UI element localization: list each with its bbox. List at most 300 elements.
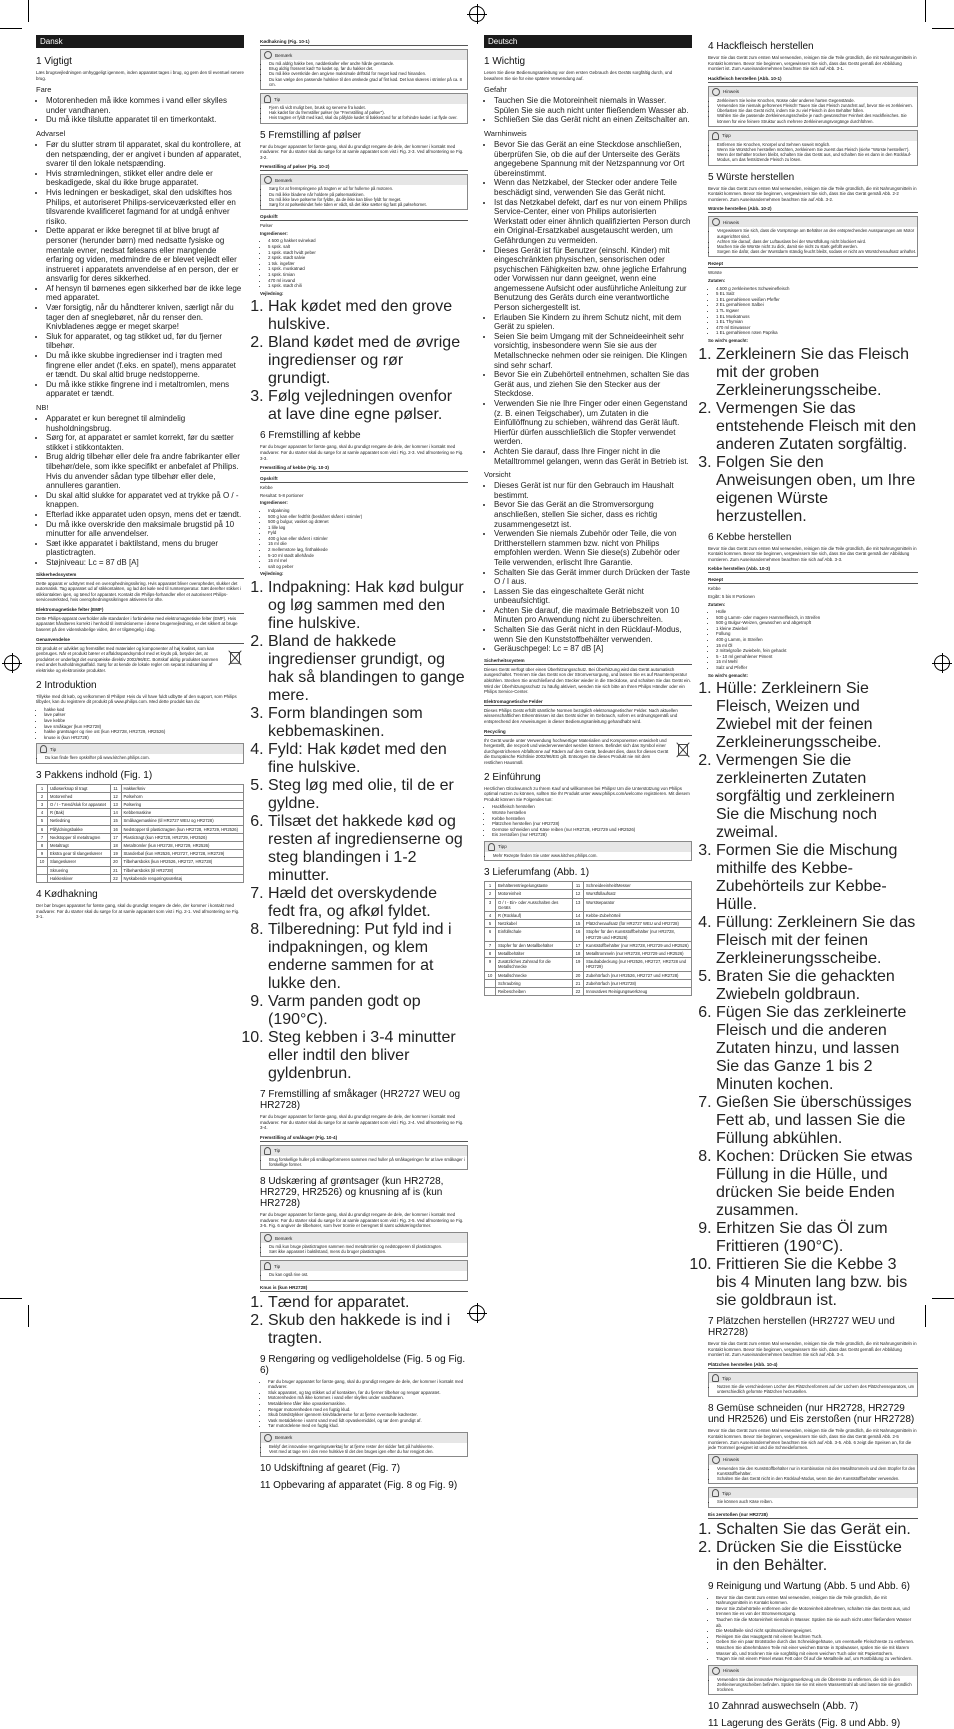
list-item: • Verwenden Sie den Kunststoffbehälter nur in Kombination mit den Metalltrommeln und dem Stopfer für den Kunststoffbehälter. — [717, 1466, 917, 1476]
list-item: • 1 EL Muskatnuss — [716, 314, 918, 320]
danger-list — [484, 96, 692, 125]
part-number: 10 — [37, 858, 48, 866]
part-number: 9 — [37, 850, 48, 858]
note-label: Hinweis — [723, 1457, 740, 1463]
paragraph: Bevor Sie das Gerät zum ersten Mal verwenden, reinigen Sie die Teile gründlich, die mit Nahrungsmitteln in Kontakt kommen. Bevor Sie beginnen, vergewissern Sie sich, dass Sie das Gerät gemäß Abb. 2-2 montieren. Zum Auseinandernehmen beachten Sie auf Abb. 3-2. — [708, 185, 917, 202]
instructions-list — [708, 346, 918, 526]
part-number: 17 — [110, 833, 121, 841]
instructions-list — [260, 298, 468, 424]
note-box — [708, 1665, 918, 1696]
list-item: • Dette apparat er ikke beregnet til at blive brugt af personer (herunder børn) med nedsatte fysiske og mentale evner, nedsat følesans eller manglende erfaring og viden, medmindre de er blevet vejledt eller instrueret i apparatets anvendelse af en person, der er ansvarlig for deres sikkerhed. — [46, 226, 244, 284]
list-item: 5. Steg løg med olie, til de er gyldne. — [268, 777, 468, 813]
list-item: 2. Bland de hakkede ingredienser grundigt, og hak så blandingen to gange mere. — [268, 633, 468, 705]
list-item: • 500 g Lamm- oder magere Hammelfleisch, in Streifen — [716, 615, 918, 621]
list-item: • 2 mellemstore løg, finthakkede — [268, 547, 468, 553]
list-item: 8. Kochen: Drücken Sie etwas Füllung in die Hülle, und drücken Sie beide Enden zusammen. — [716, 1148, 918, 1220]
list-item: • 5 spsk. salt — [268, 244, 468, 250]
part-name: Motoreinheit — [496, 890, 573, 898]
list-item: • Bevor Sie das Gerät an eine Steckdose anschließen, überprüfen Sie, ob die auf der Unterseite des Geräts angegebene Spannung mit der Netzspannung vor Ort übereinstimmt. — [494, 140, 692, 178]
list-item: • 1 EL gemahlenen weißen Pfeffer — [716, 297, 918, 303]
list-item: • Sørg for at pølseskindet hele tiden er vådt, så det ikke sætter sig fast på pølsehornet. — [269, 202, 467, 207]
list-item: • Sørg for, at apparatet er samlet korrekt, før du sætter stikket i stikkontakten. — [46, 433, 244, 452]
part-name: Kebbemaskine — [121, 809, 243, 817]
part-name: Tilbehørsboks (til HR2728) — [121, 866, 243, 874]
list-item: • Wählen Sie die passende Zerkleinerungsscheibe je nach gewünschter Feinheit des Hackfleisches. Sie können für eine feinere Struktur auch mehrere Zerkleinerungsvorgänge durchführen. — [717, 113, 917, 123]
list-item: • Du må ikke lave pølserne for fyldte, da de ikke kan blive fyldt for meget. — [269, 197, 467, 202]
warning-list — [36, 140, 244, 399]
part-number: 13 — [573, 898, 584, 911]
table-row — [37, 842, 244, 850]
tip-label: Tip — [274, 96, 281, 102]
subsection-title: Recycling — [484, 729, 692, 736]
feature-list — [36, 707, 244, 741]
list-item: • Du kan vælge den passende hulskive til den ønskede grad af fint kød. Det kan skæres i strimler på ca. 8 cm. — [269, 77, 467, 87]
list-item: • Bevor Sie das Gerät zum ersten Mal verwenden, reinigen Sie die Teile gründlich, die mit Nahrungsmitteln in Kontakt kommen. — [716, 1595, 918, 1606]
part-name: Schraubring — [496, 979, 573, 987]
servings: Ergibt: 5 bis 8 Portionen — [708, 593, 755, 599]
part-name: Småkagemaskine (til HR2727 WEU og HR2728) — [121, 817, 243, 825]
section-title: 1 Wichtig — [484, 56, 526, 67]
instructions-list — [708, 1521, 918, 1575]
part-number: 3 — [37, 800, 48, 808]
section-title: 7 Fremstilling af småkager (HR2727 WEU og HR2728) — [260, 1089, 461, 1112]
caution-list — [36, 414, 244, 568]
part-number: 19 — [110, 850, 121, 858]
note-box — [260, 1432, 468, 1457]
part-name: Tilbehørsboks (kun HR2526, HR2727, HR2728) — [121, 858, 243, 866]
list-item: • Du må ikke stikke fingrene ind i metaltromlen, mens apparatet er tændt. — [46, 380, 244, 399]
tip-label: Tip — [274, 1148, 281, 1154]
section-title: 3 Pakkens indhold (Fig. 1) — [36, 769, 153, 781]
instructions-list — [260, 1294, 468, 1348]
part-name: Schneideeinheit/Messer — [584, 882, 692, 890]
subsection-title: Elektromagnetische Felder — [484, 699, 692, 706]
table-row — [485, 911, 692, 919]
list-item: • 1 spsk. muskatnød — [268, 266, 468, 272]
part-name: Nedstopper til metaltragten — [48, 833, 111, 841]
list-item: • 400 g Lamm, in Streifen — [716, 637, 918, 643]
list-item: • 1 TL Ingwer — [716, 308, 918, 314]
list-item: • Metaldelene tåler ikke opvaskemaskine. — [268, 1401, 468, 1407]
part-name: Netledning — [48, 817, 111, 825]
part-name: Metalltrommeln (nur HR2728, HR2729 und HR2526) — [584, 949, 692, 957]
note-label: Hinweis — [723, 219, 740, 225]
list-item: 3. Formen Sie die Mischung mithilfe des Kebbe-Zubehörteils zur Kebbe-Hülle. — [716, 842, 918, 914]
part-name: Zubehörfach (nur HR2728) — [584, 979, 692, 987]
dansk-column-1 — [36, 35, 244, 1297]
list-item: • lave småkager (kun HR2728) — [44, 724, 244, 730]
part-number: 8 — [485, 949, 496, 957]
figure-heading: Hackfleisch herstellen (Abb. 10-1) — [708, 76, 918, 83]
paragraph: Dette apparat er udstyret med en overophedningssikring. Hvis apparatet bliver overophedet, slukker det automatisk. Tag apparatet ud af stikkontakten, og lad det køle ned til rumtemperatur. Sæt derefter stikket i stikkontakten igen, og tænd for apparatet. Kontakt din Philips-forhandler eller et autoriseret Philips-serviceværksted, hvis overophedningssikringen aktiveres for ofte. — [36, 580, 241, 603]
registration-mark — [934, 655, 950, 671]
part-number: 21 — [110, 866, 121, 874]
list-item: • Brug aldrig frossent kød! Tø kødet op, før du hakker det. — [269, 66, 467, 71]
table-row — [485, 949, 692, 957]
part-number: 6 — [485, 928, 496, 941]
list-item: • 500 g Bulgur-Weizen, gewaschen und abgetropft — [716, 620, 918, 626]
list-item: • Motorenheden må ikke kommes i vand eller skylles under vandhanen. — [46, 96, 244, 115]
list-item: • Waschen Sie abnehmbaren Teile mit einer weichen Bürste in Spülwasser, spülen Sie sie mit klarem Wasser ab, und trocknen Sie sie sorgfältig mit einem weichen Tuch oder mit Papiertüchern. — [716, 1645, 918, 1656]
list-item: • 1 EL gemahlenen roten Paprika — [716, 330, 918, 336]
tip-label: Tip — [50, 746, 57, 752]
table-row — [37, 850, 244, 858]
table-row — [37, 809, 244, 817]
list-item: • Tør motordelene med en fugtig klud. — [268, 1423, 468, 1429]
list-item: • Mehr Rezepte finden Sie unter www.kitchen.philips.com. — [493, 853, 691, 858]
list-item: • hakke grøntsager og rive ost (kun HR2728, HR2729, HR2526) — [44, 729, 244, 735]
part-number: 7 — [37, 833, 48, 841]
instructions-list — [708, 680, 918, 1310]
section-title: 6 Kebbe herstellen — [708, 531, 792, 543]
paragraph: Før du bruger apparatet for første gang, skal du grundigt rengøre de dele, der kommer i kontakt med madvarer. Før du starter skal du sørge for at samle apparatet som vist i Fig. 2-3. Ved afmontering se Fig. 3-3. — [260, 444, 464, 461]
list-item: • 2 spsk. stødt salvie — [268, 255, 468, 261]
dansk-column-2 — [260, 35, 468, 1492]
part-name: Wurstseparator — [584, 898, 692, 911]
feature-list — [484, 804, 692, 838]
paragraph: Dieses Philips Gerät erfüllt sämtliche Normen bezüglich elektromagnetischer Felder. Nach aktuellen wissenschaftlichen Erkenntnissen ist das Gerät sicher im Gebrauch, sofern es ordnungsgemäß und entsprechend den Anweisungen in dieser Bedienungsanleitung gehandhabt wird. — [484, 707, 678, 724]
list-item: • 15 ml mel — [268, 558, 468, 564]
list-item: • Ist das Netzkabel defekt, darf es nur von einem Philips Service-Center, einer von Philips autorisierten Werkstatt oder einer ähnlich qualifizierten Person durch ein Original-Ersatzkabel ausgetauscht werden, um Gefährdungen zu vermeiden. — [494, 198, 692, 246]
list-item: • Bevor Sie Zubehörteile entfernen oder die Motoreinheit abnehmen, schalten Sie das Gerät aus, und trennen Sie es von der Stromversorgung. — [716, 1606, 918, 1617]
table-row — [485, 928, 692, 941]
warning-list — [484, 140, 692, 466]
recipe-heading: Rezept — [708, 577, 918, 584]
list-item: • Du må ikke overskride den angivne maksimale driftstid for meget kød med hinanden. — [269, 71, 467, 76]
list-item: • Bevor Sie ein Zubehörteil entnehmen, schalten Sie das Gerät aus, und ziehen Sie den Stecker aus der Steckdose. — [494, 370, 692, 399]
part-name: R (Rücklauf) — [496, 911, 573, 919]
list-item: • Nutzen Sie die verschiedenen Löcher des Plätzchenformers auf der Löchern des Plätzchenseparators, um unterschiedlich geformte Plätzchen herzustellen. — [717, 1384, 917, 1394]
part-number: 10 — [485, 971, 496, 979]
tip-label: Tipp — [498, 844, 507, 850]
list-item: • salt og peber — [268, 564, 468, 570]
list-item: • 5-10 ml stødt allehånde — [268, 553, 468, 559]
section-title: 5 Fremstilling af pølser — [260, 129, 362, 141]
section-title: 3 Lieferumfang (Abb. 1) — [484, 867, 590, 879]
lightbulb-icon — [712, 1489, 719, 1497]
part-number: 16 — [110, 825, 121, 833]
note-icon — [264, 176, 272, 184]
part-name: Hakkeskiver — [48, 874, 111, 882]
part-name: Skruering — [48, 866, 111, 874]
list-item: • Du kan finde flere opskrifter på www.kitchen.philips.com. — [45, 755, 243, 760]
part-number: 1 — [485, 882, 496, 890]
part-number: 4 — [37, 809, 48, 817]
list-item: 10. Steg kebben i 3-4 minutter eller indtil den bliver gyldenbrun. — [268, 1029, 468, 1083]
list-item: • Verwenden Sie niemals Zubehör oder Teile, die von Drittherstellern stammen bzw. nicht von Philips empfohlen werden. Wenn Sie diese(s) Zubehör oder Teile verwenden, erlischt Ihre Garantie. — [494, 529, 692, 567]
note-box — [260, 174, 468, 210]
part-name: Innovatives Reinigungswerkzeug — [584, 987, 692, 995]
lightbulb-icon — [712, 132, 719, 140]
registration-mark — [4, 655, 20, 671]
list-item: 7. Hæld det overskydende fedt fra, og afkøl fyldet. — [268, 885, 468, 921]
figure-heading: Plätzchen herstellen (Abb. 10-4) — [708, 1362, 918, 1369]
list-item: • 1 kleine Zwiebel — [716, 626, 918, 632]
list-item: • Hvis ledningen er beskadiget, skal den udskiftes hos Philips, et autoriseret Philips-serviceværksted eller en tilsvarende kvalificeret fagmand for at undgå enhver risiko. — [46, 188, 244, 226]
part-number: 17 — [573, 941, 584, 949]
part-name: Pølsering — [121, 800, 243, 808]
list-item: • 15 ml Mehl — [716, 659, 918, 665]
ingredients-list — [708, 609, 918, 671]
list-item: • Støjniveau: Lc = 87 dB [A] — [46, 558, 244, 568]
ingredients-label: Zutaten: — [708, 601, 726, 607]
recipe-name: Kebbe — [708, 586, 721, 592]
instructions-label: So wird's gemacht: — [708, 337, 749, 343]
tip-label: Tipp — [722, 1375, 731, 1381]
recycle-bin-icon — [674, 740, 692, 758]
list-item: • Hvis strømledningen, stikket eller andre dele er beskadigede, skal du ikke bruge apparatet. — [46, 169, 244, 188]
subsection-title: Fare — [36, 85, 52, 95]
list-item: • 1 lille løg — [268, 525, 468, 531]
subsection-title: NB! — [36, 403, 49, 412]
part-name: Zusätzliches Zahnrad für die Metallschnecke — [496, 958, 573, 971]
subsection-title: Sikkerhedssystem — [36, 572, 244, 579]
tip-box — [260, 1260, 468, 1280]
list-item: 1. Hak kødet med den grove hulskive. — [268, 298, 468, 334]
note-icon — [712, 218, 720, 226]
list-item: • Skub brædstykker igennem knivbladenerne for at fjerne eventuelle kødrester. — [268, 1412, 468, 1418]
registration-mark — [469, 1305, 485, 1321]
part-number — [37, 866, 48, 874]
list-item: • 5 - 10 ml gemahlener Piment — [716, 654, 918, 660]
list-item: • Af hensyn til børnenes egen sikkerhed bør de ikke lege med apparatet. — [46, 284, 244, 303]
table-row — [485, 882, 692, 890]
table-row — [485, 971, 692, 979]
subsection-title: Advarsel — [36, 128, 66, 138]
list-item: • 4.500 g zerkleinertes Schweinefleisch — [716, 286, 918, 292]
paragraph: Der bør bruges apparatet for første gang, skal du grundigt rengøre de dele, der kommer i kontakt med madvarer. Før du starter skal du sørge for at samle apparatet som vist i Fig. 2-1. Ved afmontering se Fig. 3-1. — [36, 903, 240, 920]
table-row — [485, 979, 692, 987]
part-number: 18 — [110, 842, 121, 850]
part-number: 14 — [573, 911, 584, 919]
note-icon — [712, 1456, 720, 1464]
list-item: • Du må kun bruge plastictragten sammen med metaltromler og nedstopperen til plastictragten. — [269, 1244, 467, 1249]
part-name: Slangeskærer — [48, 858, 111, 866]
part-name: Nedstopper til plastictragten (kun HR2728, HR2729, HR2526) — [121, 825, 243, 833]
part-name: Staubabdeckung (nur HR2526, HR2727, HR2728 und HR2729) — [584, 958, 692, 971]
part-number: 22 — [110, 874, 121, 882]
deutsch-column-1 — [484, 35, 692, 1297]
list-item: • Tauchen Sie die Motoreinheit niemals in Wasser. Spülen Sie sie auch nicht unter fließendem Wasser ab. — [494, 96, 692, 115]
crop-mark — [932, 1298, 954, 1299]
subsection-title: Vorsicht — [484, 470, 511, 480]
list-item: • Vask metaldelene i varmt vand med lidt opvaskemiddel, og tør dem grundigt af. — [268, 1418, 468, 1424]
list-item: • Du må ikke overskride den maksimale brugstid på 10 minutter for alle anvendelser. — [46, 520, 244, 539]
table-row — [37, 792, 244, 800]
list-item: • Før du bruger apparatet for første gang, skal du grundigt rengøre de dele, der kommer i kontakt med madvarer. — [268, 1379, 468, 1390]
list-item: 4. Fyld: Hak kødet med den fine hulskive. — [268, 741, 468, 777]
list-item: • Sørg for at fremspringene på tragten er ud for hullerne på motoren. — [269, 186, 467, 191]
list-item: • Überlasten Sie das Gerät nicht, indem Sie zu viel Fleisch in den Behälter füllen. — [717, 108, 917, 113]
part-name: Einfüllschale — [496, 928, 573, 941]
danger-list — [36, 96, 244, 125]
list-item: • Tauchen Sie die Motoreinheit niemals in Wasser. Spülen Sie sie auch nicht unter fließendem Wasser ab. — [716, 1617, 918, 1628]
part-name: Stopfer für den Metallbehälter — [496, 941, 573, 949]
table-row — [37, 825, 244, 833]
list-item: • 1 EL Thymian — [716, 319, 918, 325]
list-item: • 2 mittelgroße Zwiebeln, fein gehackt — [716, 648, 918, 654]
part-number: 2 — [485, 890, 496, 898]
list-item: • Sæt ikke apparatet i baktilstand, mens du bruger plastictragten. — [46, 539, 244, 558]
list-item: • Sæt ikke apparatet i baktilstand, mens du bruger plastictragten. — [269, 1249, 467, 1254]
table-row — [37, 874, 244, 882]
recipe-name: Pølser — [260, 223, 273, 229]
crop-mark — [28, 1305, 29, 1327]
table-row — [485, 920, 692, 928]
list-item: • lave pølser — [44, 712, 244, 718]
figure-heading: Knus is (kun HR2728) — [260, 1285, 468, 1292]
crop-mark — [925, 1305, 926, 1327]
list-item: • Schalten Sie das Gerät nicht in den Rücklauf-Modus, wenn Sie den Kunststoffbehälter verwenden. — [717, 1476, 917, 1481]
lightbulb-icon — [488, 843, 495, 851]
section-title: 4 Kødhakning — [36, 889, 98, 901]
part-number: 13 — [110, 800, 121, 808]
part-number: 15 — [573, 920, 584, 928]
servings: Resultat: 5-8 portioner — [260, 492, 304, 498]
lightbulb-icon — [712, 1374, 719, 1382]
language-header: Deutsch — [484, 35, 692, 48]
list-item: • Eis zerstoßen (nur HR2728) — [492, 832, 692, 838]
list-item: • Du kan også rive ost. — [269, 1272, 467, 1277]
part-name: R (Bak) — [48, 809, 111, 817]
instructions-list — [260, 579, 468, 1083]
ingredients-list — [708, 286, 918, 336]
section-title: 4 Hackfleisch herstellen — [708, 41, 814, 52]
crop-mark — [0, 28, 22, 29]
list-item: • 500 g kan eller fedtfrit (beskåret skåret i strimler) — [268, 514, 468, 520]
list-item: • Apparatet er kun beregnet til almindelig husholdningsbrug. — [46, 414, 244, 433]
part-name: Hakker/kniv — [121, 784, 243, 792]
paragraph: Bevor Sie das Gerät zum ersten Mal verwenden, reinigen Sie die Teile gründlich, die mit Nahrungsmitteln in Kontakt kommen. Bevor Sie beginnen, vergewissern Sie sich, dass das Gerät gemäß der Abbildung montiert ist. Zum Auseinandernehmen beachten Sie sich auf Abb. 3-4. — [708, 1341, 917, 1358]
section-title: 2 Einführung — [484, 771, 541, 783]
list-item: • Machen Sie die Würste nicht zu dick, damit sie nicht zu stark gefüllt werden. — [717, 244, 917, 249]
ingredients-label: Zutaten: — [708, 278, 726, 283]
list-item: • Sie können auch Käse reiben. — [717, 1499, 917, 1504]
figure-heading: Fremstilling af pølser (Fig. 10-2) — [260, 164, 468, 171]
list-item: • Du må ikke tilslutte apparatet til en timerkontakt. — [46, 115, 244, 125]
list-item: • Brug aldrig tilbehør eller dele fra andre fabrikanter eller tilbehør/dele, som ikke specifikt er anbefalet af Philips. Hvis du anvender sådan type tilbehør eller dele, annulleres garantien. — [46, 452, 244, 490]
ingredients-label: Ingredienser: — [260, 500, 288, 506]
registration-mark — [469, 6, 485, 22]
list-item: • 2 EL gemahlenen Salbei — [716, 302, 918, 308]
note-box — [708, 86, 918, 127]
list-item: • Zerkleinern Sie keine Knochen, Nüsse oder anderen harten Gegenstände. — [717, 98, 917, 103]
recipe-name: Würste — [708, 270, 722, 276]
list-item: • Kebbe herstellen — [492, 816, 692, 822]
language-header: Dansk — [36, 35, 244, 48]
section-title: 5 Würste herstellen — [708, 171, 795, 183]
part-number: 19 — [573, 958, 584, 971]
figure-heading: Fremstilling af småkager (Fig. 10-4) — [260, 1135, 468, 1142]
list-item: • Hülle — [716, 609, 918, 615]
list-item: • Verwenden Sie niemals gefrorenes Fleisch! Tauen Sie das Fleisch zunächst auf, bevor Sie es zerkleinern. — [717, 103, 917, 108]
tip-label: Tipp — [722, 133, 731, 139]
section-title: 10 Udskiftning af gearet (Fig. 7) — [260, 1463, 401, 1475]
part-name: Ekstra gear til slangeskærer — [48, 850, 111, 858]
part-number: 6 — [37, 825, 48, 833]
paragraph: Før du bruger apparatet for første gang, skal du grundigt rengøre de dele, der kommer i kontakt med madvarer. Før du starter skal du sørge for at samle apparatet som vist i Fig. 2-5. Ved afmontering se Fig. 3-5. Fig. 6 angiver de tilbehører, som hver tromle er beregnet til samt udskæringsformer. — [260, 1212, 464, 1229]
list-item: • 1 spsk. stødt hvidt peber — [268, 250, 468, 256]
lightbulb-icon — [264, 95, 271, 103]
part-number: 1 — [37, 784, 48, 792]
list-item: • 1 tsk. ingefær — [268, 261, 468, 267]
list-item: • Du må ikke skubbe ingredienser ind i tragten med fingrene eller andet (f.eks. en spatel), mens apparatet er tændt. Du skal altid bruge nedstopperne. — [46, 351, 244, 380]
tip-box — [708, 1487, 918, 1507]
list-item: • Schließen Sie das Gerät nicht an einen Zeitschalter an. — [494, 115, 692, 125]
list-item: • 400 g kan eller skåret i strimler — [268, 536, 468, 542]
part-name: Stopfer für den Kunststoffbehälter (nur HR2728, HR2729 und HR2526) — [584, 928, 692, 941]
list-item: 2. Bland kødet med de øvrige ingredienser og rør grundigt. — [268, 334, 468, 388]
list-item: • Rengør motorenheden med en fugtig klud. — [268, 1407, 468, 1413]
list-item: • Achten Sie darauf, dass der Luftauslass bei der Wurstfüllung nicht blockiert wird. — [717, 239, 917, 244]
figure-heading: Würste herstellen (Abb. 10-2) — [708, 206, 918, 213]
part-number: 12 — [573, 890, 584, 898]
subsection-title: Sicherheitssystem — [484, 658, 692, 665]
part-name: Påfyldningsbakke — [48, 825, 111, 833]
list-item: 3. Følg vejledningen ovenfor at lave dine egne pølser. — [268, 388, 468, 424]
recipe-heading: Opskrift — [260, 214, 468, 221]
part-name: Metallbehälter — [496, 949, 573, 957]
tip-box — [484, 841, 692, 861]
table-row — [37, 833, 244, 841]
part-name: Nyskabende rengøringsværktøj — [121, 874, 243, 882]
lightbulb-icon — [40, 745, 47, 753]
subsection-title: Genanvendelse — [36, 637, 244, 644]
section-title: 8 Udskæring af grøntsager (kun HR2728, HR2729, HR2526) og knusning af is (kun HR2728) — [260, 1176, 444, 1210]
section-title: 6 Fremstilling af kebbe — [260, 430, 361, 442]
list-item: • lave kebbe — [44, 718, 244, 724]
recipe-heading: Rezept — [708, 261, 918, 268]
note-icon — [264, 1434, 272, 1442]
tip-label: Tipp — [722, 1490, 731, 1496]
table-row — [37, 858, 244, 866]
list-item: 9. Erhitzen Sie das Öl zum Frittieren (190°C). — [716, 1220, 918, 1256]
part-name: Kunststoffbehälter (nur HR2728, HR2729 und HR2526) — [584, 941, 692, 949]
section-title: 11 Opbevaring af apparatet (Fig. 8 og Fig. 9) — [260, 1480, 458, 1492]
list-item: • Indpakning — [268, 508, 468, 514]
note-label: Bemærk — [275, 1235, 293, 1241]
list-item: • knuse is (kun HR2728) — [44, 735, 244, 741]
cleaning-list — [260, 1379, 468, 1429]
part-name: Wurstfüllaufsatz — [584, 890, 692, 898]
note-box — [708, 1454, 918, 1485]
list-item: • Die Metallteile sind nicht spülmaschinengeeignet. — [716, 1628, 918, 1634]
table-row — [37, 784, 244, 792]
tip-label: Tip — [274, 1263, 281, 1269]
list-item: 5. Braten Sie die gehackten Zwiebeln goldbraun. — [716, 968, 918, 1004]
list-item: • Schalten Sie das Gerät immer durch Drücken der Taste O / I aus. — [494, 568, 692, 587]
list-item: • Tragen Sie mit einem Pinsel etwas Fett oder Öl auf die Metallteile auf, um Rostbildung zu verhindern. — [716, 1656, 918, 1662]
list-item: • Seien Sie beim Umgang mit der Schneideeinheit sehr vorsichtig, insbesondere wenn Sie sie aus der Metallschnecke nehmen oder sie reinigen. Die Klingen sind sehr scharf. — [494, 332, 692, 370]
part-name: Zubehörfach (nur HR2526, HR2727 und HR2728) — [584, 971, 692, 979]
list-item: • Dieses Gerät ist für Benutzer (einschl. Kinder) mit eingeschränkten physischen, sensorischen oder psychischen Fähigkeiten bzw. ohne jegliche Erfahrung oder Vorwissen nur dann geeignet, wenn eine angemessene Aufsicht oder ausführliche Anleitung zur Benutzung des Geräts durch eine verantwortliche Person sichergestellt ist. — [494, 246, 692, 313]
list-item: • Sluk apparatet, og tag stikket ud af kontakten, før du fjerner tilbehør og rengør apparatet. — [268, 1390, 468, 1396]
list-item: • Sluk for apparatet, og tag stikket ud, før du fjerner tilbehør. — [46, 332, 244, 351]
paragraph: Bevor Sie das Gerät zum ersten Mal verwenden, reinigen Sie die Teile gründlich, die mit Nahrungsmitteln in Kontakt kommen. Bevor Sie beginnen, vergewissern Sie sich, dass das Gerät gemäß der Abbildung montiert ist. Zum Auseinandernehmen beachten Sie sich auf Abb. 3-1. — [708, 55, 917, 72]
part-name: Plastictragt (kun HR2728, HR2729, HR2526) — [121, 833, 243, 841]
list-item: • Du må aldrig hakke ben, nøddeskaller eller andre hårde genstande. — [269, 61, 467, 66]
note-icon — [712, 1667, 720, 1675]
list-item: • Brug forskellige huller på småkageformeren sammen med huller på småkageringen for at lave småkager i forskellige former. — [269, 1157, 467, 1167]
list-item: • Verwenden Sie das innovative Reinigungswerkzeug um die Überreste zu entfernen, die sich in den Zerkleinerungsscheiben befinden. Spülen Sie sie mit einem Wasserstrahl ab und lassen Sie sie gründlich trocknen. — [717, 1677, 917, 1693]
part-number: 14 — [110, 809, 121, 817]
section-title: 7 Plätzchen herstellen (HR2727 WEU und HR2728) — [708, 1316, 895, 1339]
list-item: 2. Skub den hakkede is ind i tragten. — [268, 1312, 468, 1348]
paragraph: Dieses Gerät verfügt über einen Überhitzungsschutz. Bei Überhitzung wird das Gerät automatisch ausgeschaltet. Trennen Sie das Gerät von der Stromversorgung, und lassen Sie es auf Raumtemperatur abkühlen. Stecken Sie anschließend den Stecker wieder in die Steckdose, und schalten Sie das Gerät ein. Wird der Überhitzungsschutz zu häufig aktiviert, wenden Sie sich bitte an Ihren Philips Händler oder ein Philips Service-Center. — [484, 666, 691, 695]
table-row — [485, 890, 692, 898]
part-name: Reibescheiben — [496, 987, 573, 995]
ingredients-list — [260, 508, 468, 570]
